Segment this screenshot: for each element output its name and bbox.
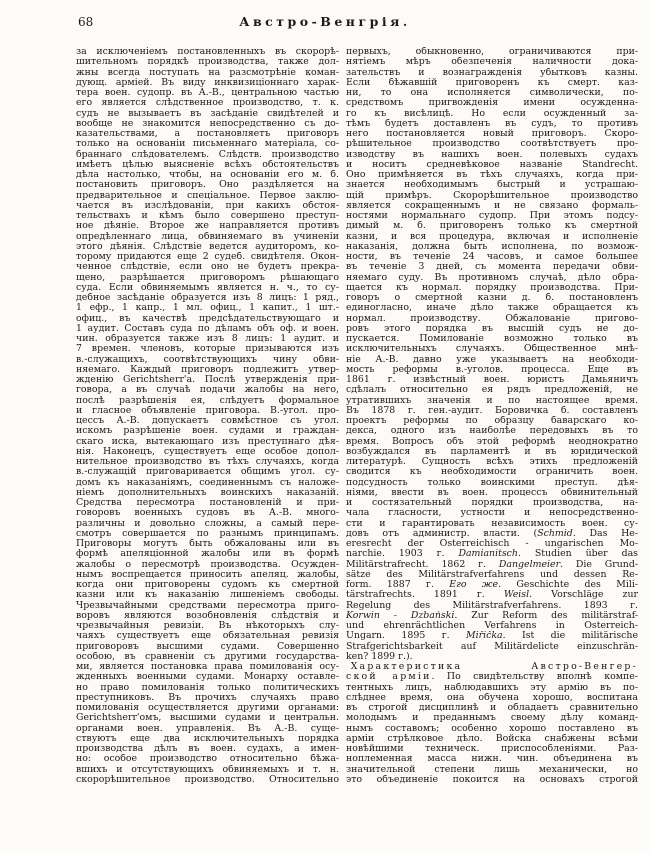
text-line: изводству въ нашихъ воен. полевыхъ судахъ	[346, 149, 638, 160]
text-line: Ungarn. 1895 г. Miřička. Ist die militärische	[346, 631, 638, 642]
text-line: няемаго суду. Въ противномъ случаѣ, дѣло обра-	[346, 272, 638, 283]
text-line: ное дѣяніе. Второе же направляется противъ	[76, 221, 339, 232]
text-line: Strafgerichtsbarkeit auf Militärdelicte einzuschrän-	[346, 641, 638, 652]
text-line: Militärstrafrecht. 1862 г. Dangelmeier. Die Grund-	[346, 559, 638, 570]
text-line: вшихъ и отсутствующихъ обвиняемыхъ и т. н.	[76, 764, 339, 775]
italic-text: Korwin - Dzbański	[346, 610, 455, 621]
text-line: тѣмъ будетъ доставленъ въ судъ, то противъ	[346, 118, 638, 129]
text-line: декса, одного изъ наиболѣе передовыхъ въ то	[346, 426, 638, 437]
text-line: tärstrafrechts. 1891 г. Weisl. Vorschläge zur	[346, 590, 638, 601]
text-line: нормал. производству. Обжалованіе пригово-	[346, 313, 638, 324]
text-line: молодымъ и преданнымъ своему дѣлу команд-	[346, 713, 638, 724]
text-line: 7 времен. членовъ, которые призываются изъ	[76, 344, 339, 355]
text-line: является сокращеннымъ и не связано формаль-	[346, 200, 638, 211]
italic-text: Miřička	[466, 631, 503, 642]
text-line: воровъ являются возобновленія слѣдствія и	[76, 610, 339, 621]
text-line: знается необходимымъ быстрый и устрашаю-	[346, 180, 638, 191]
text-line: и гласное объявленіе приговора. В.-угол. про-	[76, 405, 339, 416]
text-line: единогласно, иначе дѣло также обращается къ	[346, 303, 638, 314]
text-line: ніе А.-В. давно уже указываетъ на необходи-	[346, 354, 638, 365]
text-line: сти и гарантировать независимость воен. су-	[346, 518, 638, 529]
text-line: щено, разрѣшается приговоромъ рѣшающаго	[76, 272, 339, 283]
text-line: жденныхъ военными судами. Монарху оставле-	[76, 672, 339, 683]
text-line: го къ висѣлицѣ. Но если осужденный за-	[346, 108, 638, 119]
text-line: постановить приговоръ. Оно раздѣляется на	[76, 180, 339, 191]
text-line: искомъ разрѣшеніе воен. судами и граждан-	[76, 426, 339, 437]
text-line: тера воен. судопр. въ А.-В., центральною частью	[76, 88, 339, 98]
text-line: слѣднее время, она обучена хорошо, воспитана	[346, 692, 638, 703]
text-line: его является слѣдственное производство, т. к.	[76, 98, 339, 109]
text-line: подсудность только воинскими преступ. дѣя-	[346, 477, 638, 488]
text-line: жалобы о пересмотрѣ производства. Осужден-	[76, 559, 339, 570]
text-line: ровъ этого порядка въ высшій судъ не до-	[346, 323, 638, 334]
text-line: чин. образуется также изъ 8 лицъ: 1 аудит. и	[76, 334, 339, 344]
text-line: зательствъ и вознагражденія убытковъ казны.	[346, 67, 638, 78]
text-line: сводится къ необходимости ограничить воен.	[346, 467, 638, 478]
text-line: чается въ изслѣдованіи, при какихъ обстоя-	[76, 200, 339, 211]
text-line: eresrecht der Österreichisch - ungarischen Mo-	[346, 539, 638, 549]
text-line: особою, въ сравненіи съ другими государства-	[76, 651, 339, 662]
text-line: новѣйшими техническ. приспособленіями. Раз-	[346, 744, 638, 754]
text-line: значительной степени лишь механически, но	[346, 764, 638, 775]
text-line: Чрезвычайными средствами пересмотра приго-	[76, 600, 339, 611]
text-line: имѣетъ цѣлью выясненіе всѣхъ обстоятельствъ	[76, 159, 339, 170]
text-line: Приговоры могутъ быть обжалованы или въ	[76, 539, 339, 549]
text-line: утратившихъ значенія и по настоящее время.	[346, 395, 638, 406]
italic-text: Schmid	[537, 528, 573, 539]
text-line: ніемъ дополнительныхъ воинскихъ наказаній.	[76, 487, 339, 498]
text-line: ни, то она исполняется символически, по-	[346, 88, 638, 98]
text-line: щается къ нормал. порядку производства. При-	[346, 282, 638, 293]
text-line: возбуждался въ парламентѣ и въ юридической	[346, 446, 638, 457]
text-line: средствомъ пригвожденія имени осужденна-	[346, 98, 638, 109]
text-line: арміи стрѣлковое дѣло. Войска снабжены всѣми	[346, 733, 638, 744]
text-line: казательствами, а постановляетъ приговоръ	[76, 129, 339, 139]
text-line: приговоровъ высшими судами. Совершенно	[76, 641, 339, 652]
text-line: чаяхъ существуетъ еще обязательная ревизія	[76, 631, 339, 642]
text-line: различны и довольно сложны, а самый пере-	[76, 518, 339, 529]
text-line: казни или къ наказанію лишеніемъ свободы.	[76, 590, 339, 601]
text-line: шительномъ порядкѣ производства, также дол-	[76, 57, 339, 68]
text-line: смотръ совершается по разнымъ принципамъ.	[76, 528, 339, 539]
letterspaced-text: Характеристика Австро-Венгер-	[350, 662, 638, 672]
text-line: въ строгой дисциплинѣ и обладаетъ сравнительно	[346, 703, 638, 713]
text-line: щій примѣръ. Скорорѣшительное производство	[346, 190, 638, 201]
text-line: жденію Gerichtsherr'а. Послѣ утвержденія при-	[76, 375, 339, 385]
page-number: 68	[78, 15, 94, 29]
text-line: него постановляется новый приговоръ. Скоро-	[346, 129, 638, 139]
italic-text: Dangelmeier	[498, 559, 561, 570]
text-line: ми, является постановка права помилованія осу-	[76, 662, 339, 672]
running-header: Австро-Венгрія.	[239, 14, 411, 29]
text-line: судъ не вызываетъ въ засѣданіе свидѣтелей и	[76, 108, 339, 119]
text-line: торому придаются еще 2 судеб. свидѣтеля. Окон-	[76, 252, 339, 262]
text-line: опредѣленнаго лица, обвиняемаго въ учиненіи	[76, 231, 339, 242]
text-line: мость реформы в.-уголов. процесса. Еще въ	[346, 364, 638, 375]
text-line: Gerichtsherr'омъ, высшими судами и центральн.	[76, 713, 339, 724]
text-line: ствуютъ еще два исключительныхъ порядка	[76, 733, 339, 744]
text-line: производства дѣлъ въ воен. судахъ, а имен-	[76, 744, 339, 754]
text-line: ken? 1899 г.).	[346, 651, 413, 662]
text-line: ностями нормальнаго судопр. При этомъ подсу-	[346, 211, 638, 221]
text-line: рѣшительное производство соотвѣтствуетъ про-	[346, 139, 638, 150]
text-line: сдѣлалъ относительно ея рядъ предложеній, не	[346, 385, 638, 396]
text-line: дующ. арміей. Въ виду инквизиціоннаго харак-	[76, 77, 339, 88]
text-line: наказанія, должна быть исполнена, по возмож-	[346, 241, 638, 252]
text-line: чрезвычайныя ревизіи. Въ нѣкоторыхъ слу-	[76, 621, 339, 631]
text-line: браннаго слѣдователемъ. Слѣдств. производство	[76, 149, 339, 160]
text-line: Средства пересмотра постановленій и при-	[76, 498, 339, 508]
text-line: проектъ реформы по образцу баварскаго ко-	[346, 416, 638, 426]
text-line: нымъ составомъ; особенно хорошо поставлено въ	[346, 723, 638, 734]
text-line: нымъ воспрещается приносить апеляц. жалобы,	[76, 569, 339, 580]
text-line: и носитъ средневѣковое названіе Standrecht.	[346, 159, 638, 170]
text-line: чала гласности, устности и непосредственно-	[346, 508, 638, 519]
text-line: дебное засѣданіе образуется изъ 8 лицъ: 1 ряд.,	[76, 293, 339, 303]
text-line: нительное производство въ тѣхъ случаяхъ, когда	[76, 457, 339, 467]
text-line: тельствахъ и кѣмъ было совершено преступ-	[76, 211, 339, 221]
text-line: дѣла настолько, чтобы, на основаніи его м. б.	[76, 170, 339, 180]
text-line	[346, 662, 638, 672]
text-line: въ теченіе 3 дней, съ момента передачи обви-	[346, 262, 638, 273]
text-line: und ehrenrächtlichen Verfahrens in Österreich-	[346, 621, 638, 631]
text-line: 1861 г. извѣстный воен. юристъ Дамьяничъ	[346, 375, 638, 385]
text-line: но право помилованія только политическихъ	[76, 682, 339, 693]
text-line: в.-служащихъ, соотвѣтствующихъ чину обви-	[76, 354, 339, 365]
text-line: литературѣ. Сущность всѣхъ этихъ предложеній	[346, 457, 638, 467]
text-line: Если бѣжавшій приговоренъ къ смерт. каз-	[346, 77, 638, 88]
text-line: только на основаніи письменнаго матеріала, со-	[76, 139, 339, 150]
text-line: суда. Если обвиняемымъ является н. ч., то су-	[76, 282, 339, 293]
italic-text: Его же	[449, 580, 499, 590]
text-line: говоръ о смертной казни д. б. постановленъ	[346, 293, 638, 303]
text-line: Regelung des Militärstrafverfahrens. 1893 г.	[346, 600, 638, 611]
text-line: sätze des Militärstrafverfahrens und dessen Re-	[346, 569, 638, 580]
text-line: Korwin - Dzbański. Zur Reform des militärstraf-	[346, 610, 638, 621]
text-line: первыхъ, обыкновенно, ограничиваются при-	[346, 47, 638, 57]
text-line: в.-служащій приговаривается общимъ угол. су-	[76, 467, 339, 478]
text-line: 1 аудит. Составъ суда по дѣламъ объ оф. и воен.	[76, 323, 339, 334]
text-line: ченное слѣдствіе, если оно не будетъ прекра-	[76, 262, 339, 273]
text-line: домъ къ наказаніямъ, соединеннымъ съ наложе-	[76, 477, 339, 488]
text-line: form. 1887 г. Его же. Geschichte des Mili-	[346, 580, 638, 590]
text-line: послѣ разрѣшенія ея, слѣдуетъ формальное	[76, 395, 339, 406]
text-line: ноплеменная масса нижн. чин. объединена въ	[346, 754, 638, 765]
text-line: димый м. б. приговоренъ только къ смертной	[346, 221, 638, 232]
text-line: ніями, ввести въ воен. процессъ обвинительный	[346, 487, 638, 498]
text-line: исключительныхъ случаяхъ. Общественное мнѣ-	[346, 344, 638, 355]
text-line: преступниковъ. Въ прочихъ случаяхъ право	[76, 692, 339, 703]
letterspaced-text: ской арміи	[346, 672, 432, 683]
right-text-column	[346, 47, 638, 785]
text-line: за исключеніемъ постановленныхъ въ скорорѣ-	[76, 47, 339, 57]
text-line: когда они приговорены судомъ къ смертной	[76, 580, 339, 590]
text-line: ности, въ теченіе 24 часовъ, и самое большее	[346, 252, 638, 262]
text-line: говора, а въ случаѣ подачи жалобы на него,	[76, 385, 339, 396]
text-line: ской арміи. По свидѣтельству вполнѣ компе-	[346, 672, 638, 683]
text-line: Въ 1878 г. ген.-аудит. Боровичка б. составленъ	[346, 405, 638, 416]
text-line: цессъ А.-В. допускаетъ совмѣстное съ угол.	[76, 416, 339, 426]
text-line: нія. Наконецъ, существуетъ еще особое допол-	[76, 446, 339, 457]
text-line: narchie. 1903 г. Damianitsch. Studien über das	[346, 549, 638, 560]
text-line: но: особое производство относительно бѣжа-	[76, 754, 339, 765]
text-line: Оно примѣняется въ тѣхъ случаяхъ, когда при-	[346, 170, 638, 180]
text-line: тентныхъ лицъ, наблюдавшихъ эту армію въ по-	[346, 682, 638, 693]
text-line: формѣ апеляціонной жалобы или въ формѣ	[76, 549, 339, 560]
italic-text: Damianitsch	[458, 549, 518, 560]
text-line: казни, и вся процедура, включая и исполненіе	[346, 231, 638, 242]
text-line: скорорѣшительное производство. Относительно	[76, 774, 339, 785]
text-line: и состязательный порядки производства, на-	[346, 498, 638, 508]
text-line: офиц., въ качествѣ предсѣдательствующаго и	[76, 313, 339, 324]
text-line: органами воен. управленія. Въ А.-В. суще-	[76, 723, 339, 734]
text-line: скаго иска, вытекающаго изъ преступнаго дѣя-	[76, 436, 339, 447]
text-line: нятіемъ мѣръ обезпеченія наличности дока-	[346, 57, 638, 68]
text-line: жны всегда поступать на разсмотрѣніе коман-	[76, 67, 339, 78]
text-line: вообще не знакомится непосредственно съ до-	[76, 118, 339, 129]
left-text-column	[76, 47, 339, 785]
text-line: время. Вопросъ объ этой реформѣ неоднократно	[346, 436, 638, 447]
text-line: говоровъ военныхъ судовъ въ А.-В. много-	[76, 508, 339, 519]
text-line: пускается. Помилованіе возможно только въ	[346, 334, 638, 344]
text-line: этого дѣянія. Слѣдствіе ведется аудиторомъ, ко-	[76, 241, 339, 252]
text-line: 1 ефр., 1 капр., 1 мл. офиц., 1 капит., 1 шт.-	[76, 303, 339, 314]
italic-text: Weisl	[503, 590, 530, 601]
text-line: помилованія осуществляется другими органами:	[76, 703, 339, 713]
text-line: это объединеніе покоится на основахъ строгой	[346, 774, 638, 785]
text-line: няемаго. Каждый приговоръ подлежитъ утвер-	[76, 364, 339, 375]
text-line: довъ отъ администр. власти. (Schmid. Das He-	[346, 528, 638, 539]
text-line: предварительное и спеціальное. Первое заклю-	[76, 190, 339, 201]
